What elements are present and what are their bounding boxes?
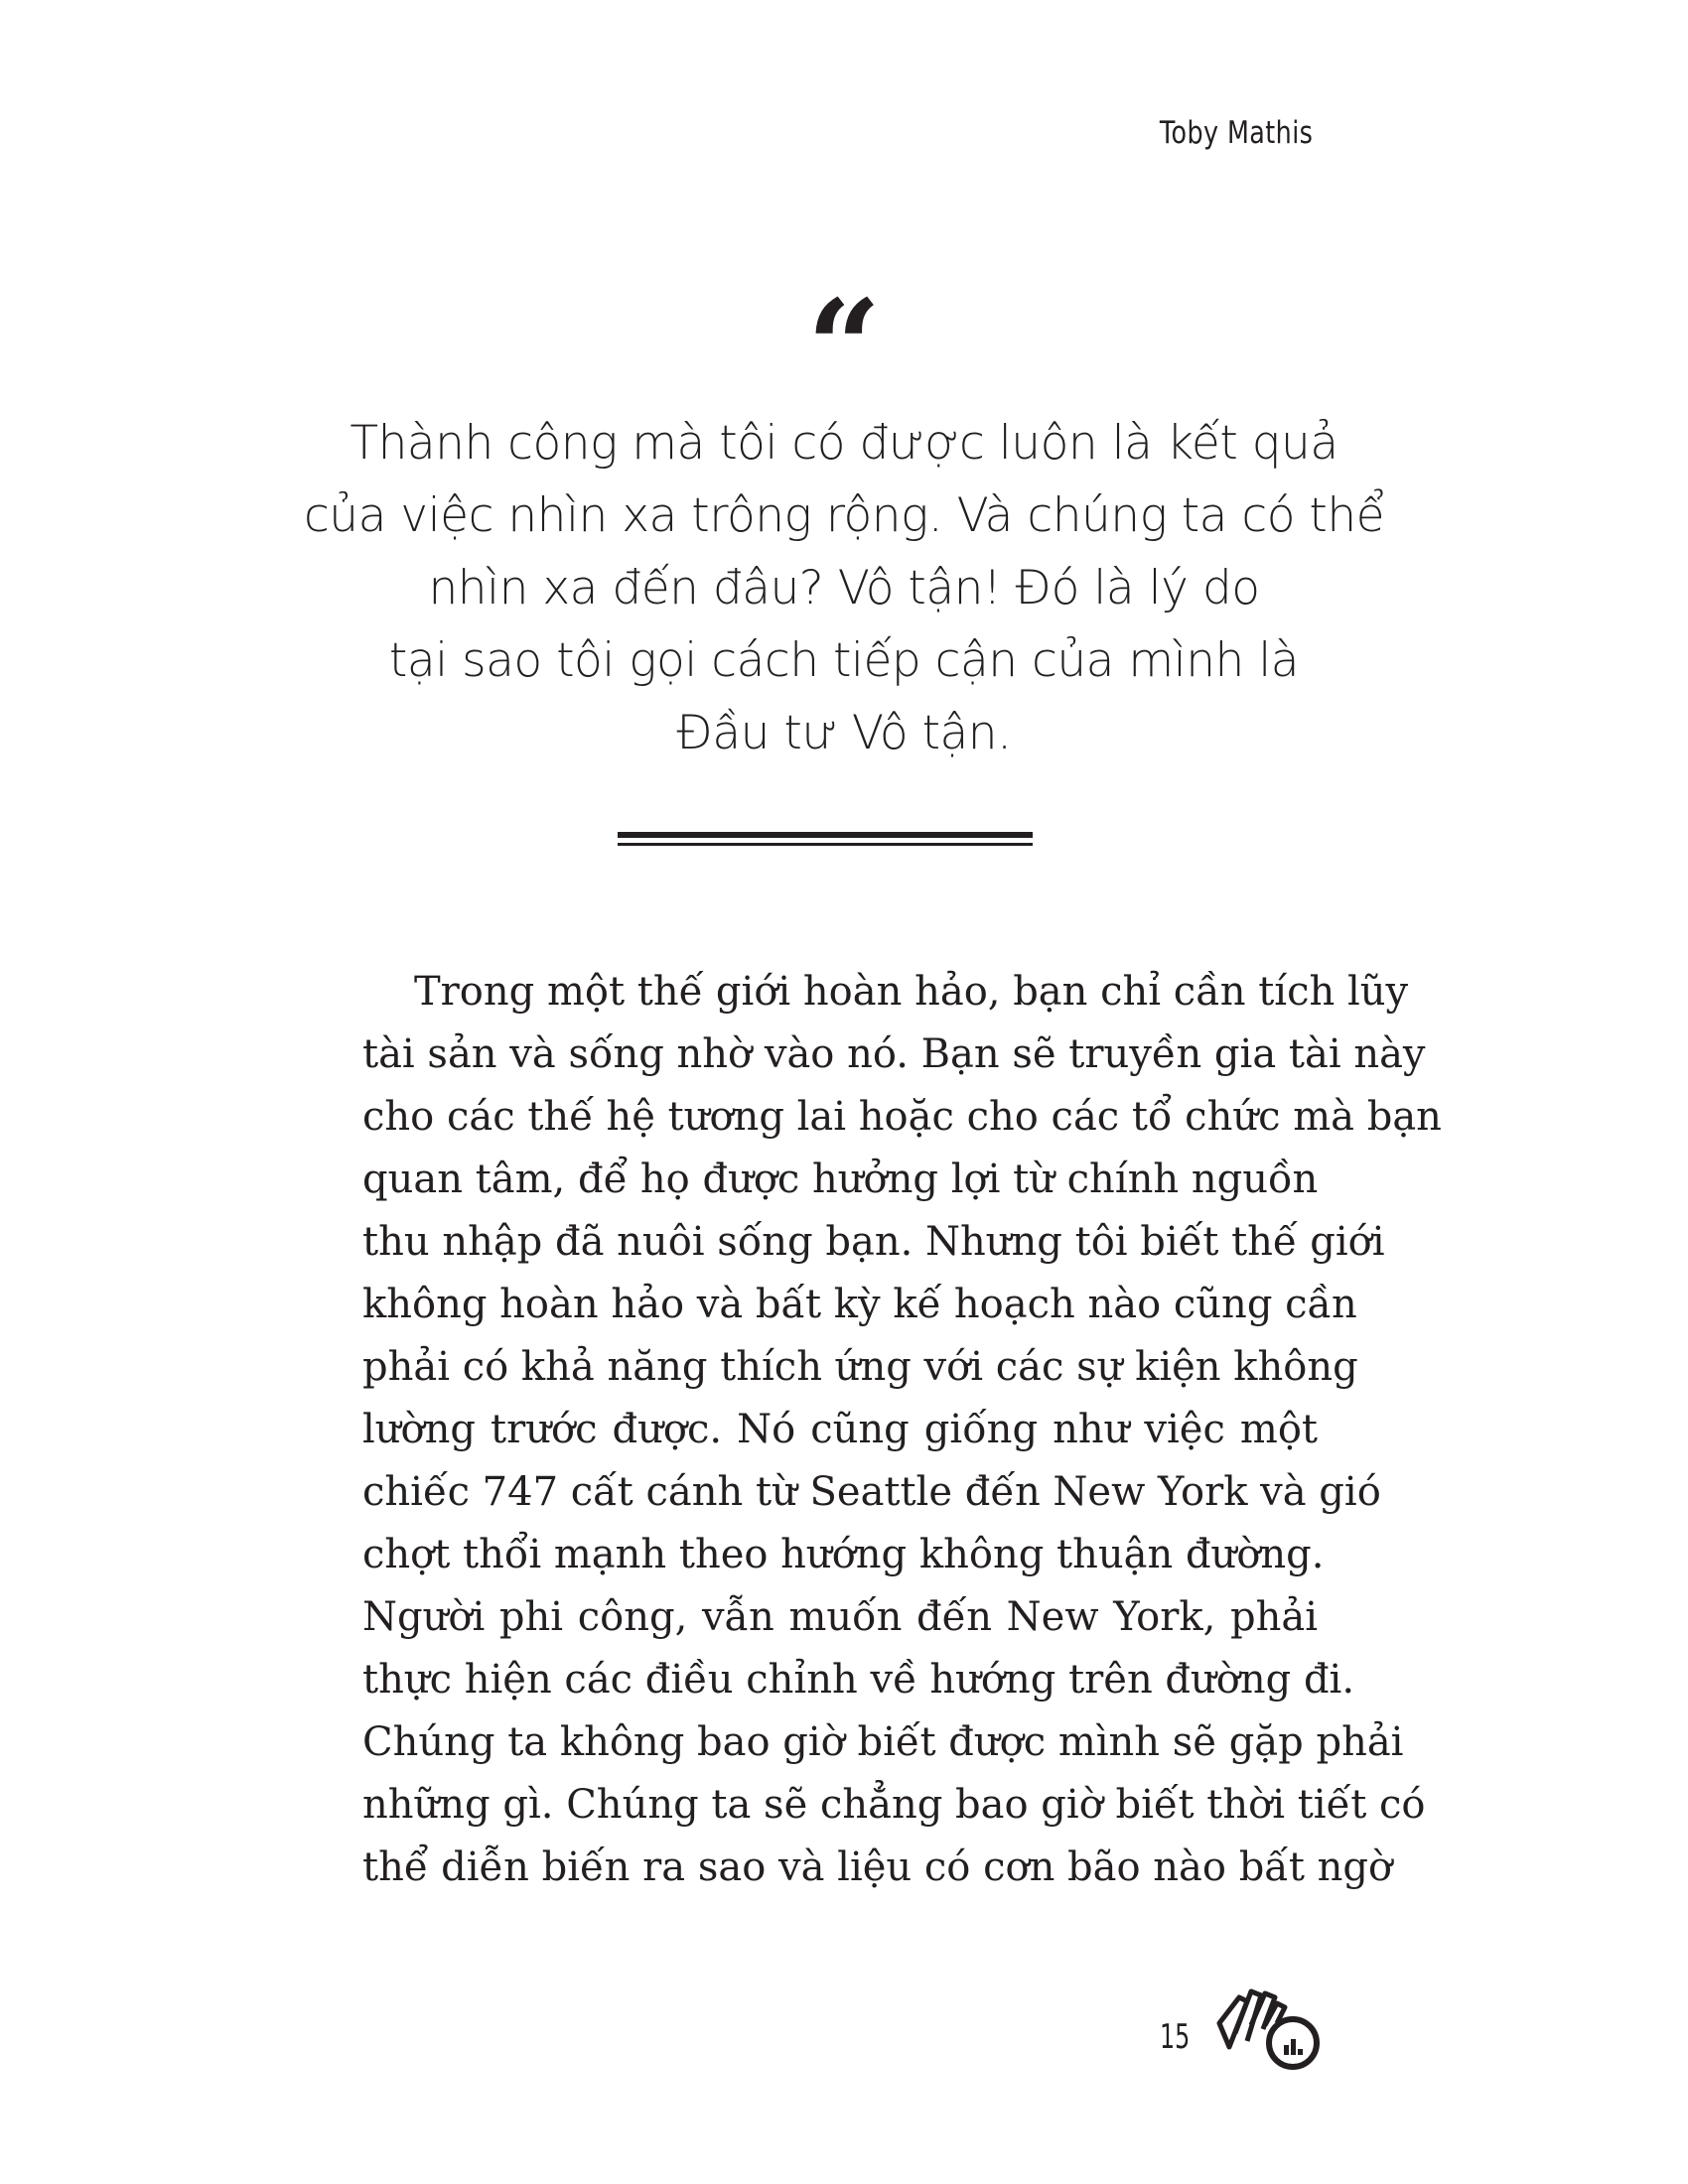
body-line: lường trước được. Nó cũng giống như việc một — [362, 1407, 1318, 1452]
body-line: chợt thổi mạnh theo hướng không thuận đường. — [362, 1532, 1325, 1577]
open-quote-mark: “ — [806, 271, 882, 423]
infinity-investing-logo-icon — [1213, 1985, 1323, 2073]
pull-quote — [298, 407, 1390, 769]
double-rule-divider — [618, 832, 1033, 846]
body-line: phải có khả năng thích ứng với các sự kiện không — [362, 1344, 1358, 1390]
body-line: quan tâm, để họ được hưởng lợi từ chính nguồn — [362, 1157, 1319, 1202]
body-line: không hoàn hảo và bất kỳ kế hoạch nào cũng cần — [362, 1282, 1357, 1327]
pull-quote-line: của việc nhìn xa trông rộng. Và chúng ta có thể — [303, 488, 1385, 543]
body-line: Chúng ta không bao giờ biết được mình sẽ gặp phải — [362, 1719, 1404, 1765]
pull-quote-line: tại sao tôi gọi cách tiếp cận của mình là — [388, 633, 1300, 688]
body-line: chiếc 747 cất cánh từ Seattle đến New York và gió — [362, 1469, 1381, 1515]
body-line: Trong một thế giới hoàn hảo, bạn chỉ cần tích lũy — [414, 969, 1409, 1015]
body-line: tài sản và sống nhờ vào nó. Bạn sẽ truyền gia tài này — [362, 1031, 1426, 1077]
body-paragraph — [362, 961, 1442, 1899]
body-line: thể diễn biến ra sao và liệu có cơn bão nào bất ngờ — [362, 1844, 1393, 1890]
body-line: thu nhập đã nuôi sống bạn. Nhưng tôi biết thế giới — [362, 1219, 1385, 1265]
body-line: cho các thế hệ tương lai hoặc cho các tổ chức mà bạn — [362, 1094, 1442, 1140]
pull-quote-line: nhìn xa đến đâu? Vô tận! Đó là lý do — [428, 561, 1260, 615]
pull-quote-line: Đầu tư Vô tận. — [676, 706, 1012, 760]
pull-quote-line: Thành công mà tôi có được luôn là kết quả — [350, 416, 1338, 471]
body-line: những gì. Chúng ta sẽ chẳng bao giờ biết thời tiết có — [362, 1782, 1426, 1828]
page-number: 15 — [1160, 2017, 1191, 2057]
body-line: thực hiện các điều chỉnh về hướng trên đường đi. — [362, 1657, 1355, 1703]
body-line: Người phi công, vẫn muốn đến New York, phải — [362, 1594, 1318, 1640]
running-head-author: Toby Mathis — [1159, 115, 1313, 151]
